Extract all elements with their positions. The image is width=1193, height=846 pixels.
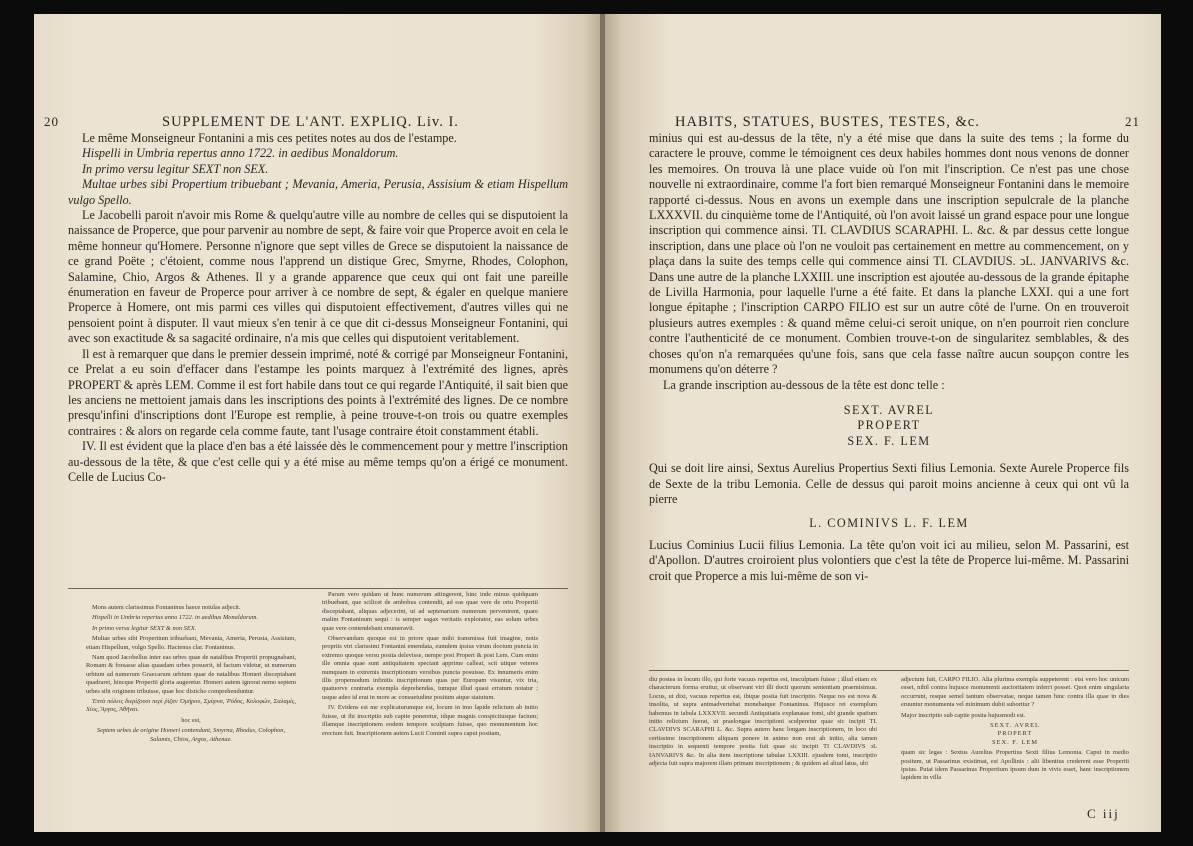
left-page-number: 20 xyxy=(44,114,59,129)
footnote-rule xyxy=(649,670,1129,671)
note: In primo versu legitur SEXT & non SEX. xyxy=(92,624,197,632)
signature-mark: C iij xyxy=(1087,806,1120,821)
right-page xyxy=(605,14,1161,832)
paragraph: Le même Monseigneur Fontanini a mis ces petites notes au dos de l'estampe. xyxy=(82,131,457,145)
right-notes-col-1 xyxy=(649,676,877,770)
note: quam sic legas : Sextus Aurelius Propertius Sexti filius Lemonia. Caput in medio positum, ut Passarinus existimat, est Apollinis : alii libentius crederent esse Propertii ipsius. Putat idem Passarinus Propertium ipsum dum in vivis esset, hanc inscriptionem lapidem in villa xyxy=(901,749,1129,782)
left-main-text xyxy=(68,131,568,485)
paragraph: Il est à remarquer que dans le premier dessein imprimé, noté & corrigé par Monseigneur Fontanini, ce Prelat a eu soin d'effacer dans l'estampe les points marquez à l'extrémité des lignes, après PROPERT & après LEM. Comme il est fort habile dans tout ce qui regarde l'Antiquité, il sait bien que les anciens ne mettoient jamais dans les inscriptions des points à l'extrémité des lignes. De ce nombre presqu'infini d'inscriptions dont l'Europe est remplie, à peine trouve-t-on trois ou quatre exemples contraires : & alors on regarde cela comme faute, tant l'usage contraire étoit constamment établi. xyxy=(68,346,568,438)
note: hoc est, xyxy=(181,716,201,724)
note: Mons autem clarissimus Fontaninus haece notulas adjecit. xyxy=(92,604,241,611)
left-page xyxy=(34,14,601,832)
note: Observandum quoque est in priore quae mihi transmissa fuit imagine, notis propriis viri clarissimi Fontanini emendata, eumdem ipsius virum doctum puncta in extremo quoque versu posita delevisse, nempe post Propert & post Lem. Cum enim ille omnia quae sunt antiquitatem spectant apprime calleat, scit utique veteres numquam in extremis inscriptionum versibus puncta posuisse. Ex innumeris enim illis propemodum infinitis inscriptionum quas per Europam visuntur, vix tria, quatuorve contraria exempla deprehendas, tumque illud quasi erratum notatur ; usque adeo id erat in more ac consuetudine positum atque statutum. xyxy=(322,635,538,701)
note: adjectum fuit, CARPO FILIO. Alia plurima exempla suppeterent : etsi vero hoc unicum esset, nihil contra hujusce monumenti auctoritatem inferri posset. Quot enim singularia occurrunt, resque semel tantum observatae, neque tamen hinc contra illa quae in dies eruuntur monumenta vel minimum dubii suboritur ? xyxy=(901,676,1129,709)
inscription-line: PROPERT xyxy=(997,730,1033,738)
right-notes-col-2 xyxy=(901,676,1129,785)
inscription-line: SEX. F. LEM xyxy=(847,433,931,448)
right-page-number: 21 xyxy=(1125,114,1140,129)
right-running-head: HABITS, STATUES, BUSTES, TESTES, &c. xyxy=(675,114,980,130)
paragraph: Qui se doit lire ainsi, Sextus Aurelius Propertius Sexti filius Lemonia. Sexte Aurele Properce fils de Sexte de la tribu Lemonia. Celle de dessus qui paroit moins ancienne à ceux qui ont vû la pierre xyxy=(649,461,1129,506)
latin-line: Hispelli in Umbria repertus anno 1722. in aedibus Monaldorum. xyxy=(82,146,399,161)
paragraph: La grande inscription au-dessous de la tête est donc telle : xyxy=(663,377,945,392)
inscription-line: SEXT. AVREL xyxy=(990,722,1040,730)
inscription-line: SEXT. AVREL xyxy=(843,402,935,417)
footnote-rule xyxy=(68,588,568,589)
note: Nam quod Jacobellus inter eas urbes quae de natalibus Propertii propugnabant, Romam & forsasse alias quasdam urbes posuerit, id factum videtur, ut numerum urbium ad numerum Graecarum urbium quae de natalibus Homeri disceptabant quadraret, hincque Propertii gloria augeretur. Homeri autem ignorat nemo septem urbes sibi originem tribuisse, quae hoc disticho comprehenduntur. xyxy=(86,654,296,695)
greek-distich: Ἑπτὰ πόλεις διερίζουσι περὶ ῥίζαν Ὁμήρου, Σμύρνα, Ῥόδος, Κολοφών, Σαλαμίς, Χίος, Ἄργος, Ἀθῆναι. xyxy=(86,698,296,714)
inscription-line: L. COMINIVS L. F. LEM xyxy=(809,516,969,531)
right-main-text xyxy=(649,131,1129,584)
paragraph: Le Jacobelli paroit n'avoir mis Rome & quelqu'autre ville au nombre de celles qui se disputoient la naissance de Properce, que pour parvenir au nombre de sept, & faire voir que Properce avoit en cela le même honneur qu'Homere. Personne n'ignore que sept villes de Grece se disputoient la naissance de ce grand Poëte ; c'étoient, comme nous l'apprend un distique Grec, Smyrne, Rhodes, Colophon, Salamine, Chio, Argos & Athenes. Il y a grande apparence que ceux qui ont fait une pareille énumeration en faveur de Properce pour arriver à ce nombre de sept, & égaler en quelque maniere Properce à Homere, ont mis parmi ces villes qui disputoient effectivement, d'autres villes qui ne pensoient point à disputer. Il vaut mieux s'en tenir à ce que dit ci-dessus Monseigneur Fontanini, qui avec son exactitude & sa sagacité ordinaire, n'a mis que celles qui disputoient veritablement. xyxy=(68,208,568,346)
left-notes-col-1 xyxy=(86,604,296,746)
note: Major inscriptio sub capite posita hujusmodi est. xyxy=(901,711,1026,719)
paragraph: IV. Il est évident que la place d'en bas a été laissée dès le commencement pour y mettre l'inscription au-dessous de la tête, & que c'est celle qui y a été mise au même temps qu'on a érigé ce monument. Celle de Lucius Co- xyxy=(68,439,568,484)
paragraph: minius qui est au-dessus de la tête, n'y a été mise que dans la suite des tems ; la forme du caractere le prouve, comme le témoignent ces deux habiles hommes dont nous venons de donner les memoires. On trouva là une place vuide où l'on mit l'inscription. Ce n'est pas une chose nouvelle ni extraordinaire, comme l'a fort bien remarqué Monseigneur Fontanini dans le memoire rapporté ci-dessus. Nous en avons un exemple dans une inscription sepulcrale de la planche LXXXVII. du cinquième tome de l'Antiquité, où l'on avoit laissé un grand espace pour une longue inscription qui commence ainsi. TI. CLAVDIUS SCARAPHI. L. &c. & par dessus cette longue inscription, dans une place où l'on ne vouloit pas certainement en mettre au commencement, on y plaça dans la suite des temps celle qui commence ainsi TI. CLAVDIUS. ↄL. JANVARIVS &c. Dans une autre de la planche LXXIII. une inscription est ajoutée au-dessous de la grande épitaphe de Livilla Harmonia, pour laquelle l'urne a été faite. Et dans la planche LXXI. qui a une fort longue épitaphe ; l'inscription CARPO FILIO est sur un autre côté de l'urne. On en trouveroit plusieurs autres exemples : & quand même celui-ci seroit unique, on n'en pourroit rien conclure contre l'authenticité de ce monument. Combien trouve-t-on de singularitez semblables, & des choses qu'on n'a remarquées qu'une fois, sans que cela fasse naître aucun soupçon contre les monumens qu'on déterre ? xyxy=(649,131,1129,377)
left-notes-col-2 xyxy=(322,591,538,740)
note: diu postea in locum illo, qui forte vacuus repertus est, insculptam fuisse ; illud etiam ex characterum forma eruitur, ut observant viri illi docti quorum sententiam praemisimus. Locus, ut dixi, vacuus repertus est, ibique posita fuit inscriptio. Neque res est nova & insolita, ut supra animadvertebat monebatque Fontaninus. Hujusce rei exemplum habemus in tabula LXXXVII. secundi Antiquitatis explanatae tomi, ubi grande spatium initio relictum fuerat, ut praelongae inscriptioni sculperetur quae sic incipit TI. CLAVDIVS SCARAPHI L. &c. Supra autem hanc longam inscriptionem, in loco ubi certissime inscriptionem aliquam ponere in animo non erat ab initio, alia tamen inscriptio in sequenti tempore posita fuit quae sic incipit TI CLAVDIVS ↄL IANVARIVS &c. In alia item inscriptione tabulae LXXIII. ejusdem tomi, inscriptio adjecta fuit supra majorem illam primam inscriptionem ; & quidem ad aliud latus, ubi xyxy=(649,676,877,768)
latin-line: In primo versu legitur SEXT non SEX. xyxy=(82,161,269,176)
inscription-line: PROPERT xyxy=(857,418,921,433)
inscription-line: SEX. F. LEM xyxy=(992,738,1038,746)
note: Septem urbes de origine Homeri contendunt, Smyrna, Rhodus, Colophon, Salamis, Chios, Argos, Athenae. xyxy=(96,727,286,743)
note: Multae urbes sibi Propertium tribuebant, Mevania, Ameria, Perusia, Assisium, etiam Hispellum, vulgo Spello. Hactenus clar. Fontaninus. xyxy=(86,635,296,651)
left-running-head: SUPPLEMENT DE L'ANT. EXPLIQ. Liv. I. xyxy=(162,114,459,130)
latin-line: Multae urbes sibi Propertium tribuebant ; Mevania, Ameria, Perusia, Assisium & etiam Hispellum vulgo Spello. xyxy=(68,177,568,207)
note: Parum vero quidam ut hunc numerum attingerent, hinc inde minus quidquam tribuebant, que scilicet de ambobus contendit, ad eas quae vere de ortu Propertii disceptabant, aliquas adjecerint, ut ad septenarium numerum pervenirent, quare malim Fontaninum sequi : is semper sagax veritatis explorator, eas solum urbes quae vere contendebant enumeravit. xyxy=(322,591,538,632)
note: IV. Evidens est me explicaturumque est, locum in imo lapide relictum ab initio fuisse, ut ibi inscriptio sub capite poneretur, idque magnis conspicitusque factum; illamque inscriptionem eodem tempore sculptam fuisse, quo monumentum hoc erectum fuit. Inscriptionem autem Lucii Cominii supra caput positam, xyxy=(322,704,538,737)
note: Hispelli in Umbria repertus anno 1722. in aedibus Monaldorum. xyxy=(92,614,258,622)
paragraph: Lucius Cominius Lucii filius Lemonia. La tête qu'on voit ici au milieu, selon M. Passarini, est d'Apollon. D'autres croiroient plus volontiers que c'est la tête de Properce lui-même. M. Passarini croit que Properce a mis lui-même de son vi- xyxy=(649,537,1129,583)
